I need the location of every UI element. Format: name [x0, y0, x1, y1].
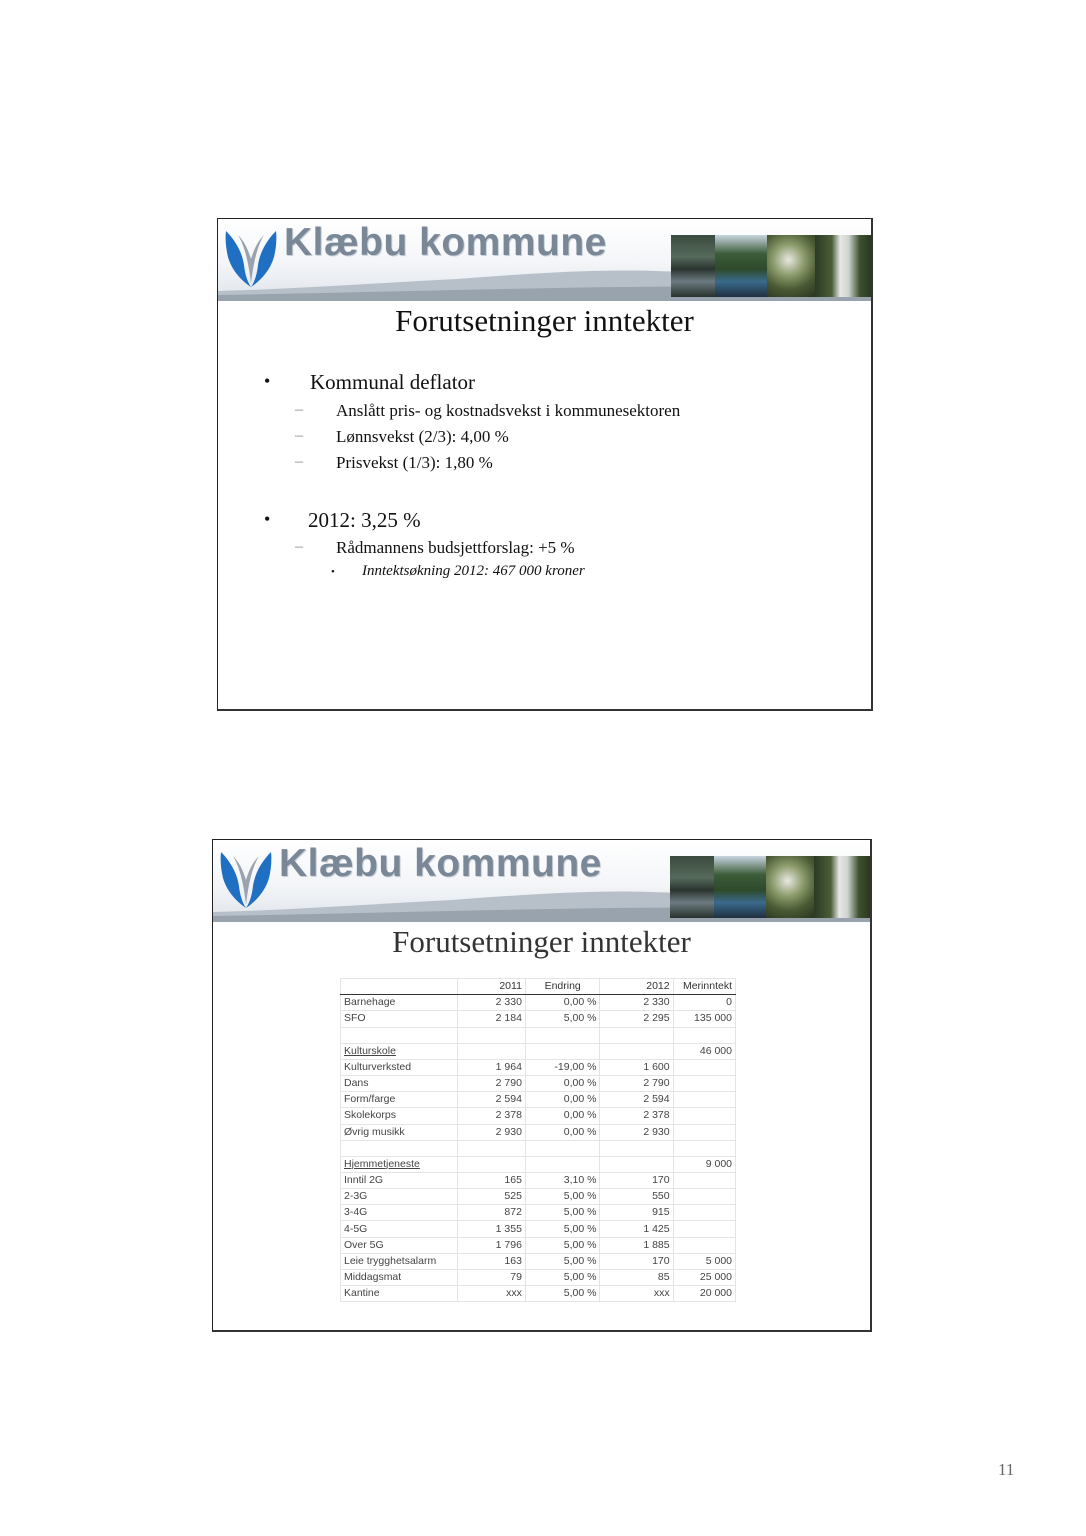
- table-cell: 0,00 %: [525, 1075, 600, 1091]
- slide-1: [217, 218, 873, 711]
- table-cell: 2-3G: [341, 1189, 458, 1205]
- photo-flowers-image: [767, 235, 815, 297]
- photo-lake-image: [715, 235, 767, 297]
- dash-icon: –: [295, 401, 303, 418]
- table-cell: Øvrig musikk: [341, 1124, 458, 1140]
- photo-flowers-image: [766, 856, 814, 918]
- table-cell: 2 184: [458, 1011, 526, 1027]
- photo-church-image: [815, 235, 871, 297]
- table-cell: 5,00 %: [525, 1011, 600, 1027]
- table-cell: Barnehage: [341, 995, 458, 1011]
- table-cell: xxx: [458, 1286, 526, 1302]
- slide-title: Forutsetninger inntekter: [395, 303, 694, 338]
- table-cell: 1 885: [600, 1237, 673, 1253]
- table-cell: [673, 1140, 735, 1156]
- table-row: [341, 1205, 736, 1221]
- table-cell: Kulturverksted: [341, 1059, 458, 1075]
- column-header: 2011: [458, 979, 526, 995]
- table-row: [341, 1027, 736, 1043]
- table-cell: 525: [458, 1189, 526, 1205]
- table-row: [341, 1237, 736, 1253]
- sub-sub-bullet-item: Inntektsøkning 2012: 467 000 kroner: [362, 563, 585, 579]
- table-cell: Kulturskole: [341, 1043, 458, 1059]
- table-cell: 2 378: [458, 1108, 526, 1124]
- table-row: [341, 995, 736, 1011]
- table-cell: 1 964: [458, 1059, 526, 1075]
- table-cell: 25 000: [673, 1270, 735, 1286]
- table-header-row: [341, 979, 736, 995]
- table-cell: 9 000: [673, 1156, 735, 1172]
- table-cell: [673, 1027, 735, 1043]
- photo-bridge-image: [671, 235, 715, 297]
- bullet-item: Kommunal deflator: [310, 370, 476, 394]
- table-cell: [458, 1043, 526, 1059]
- table-cell: [600, 1043, 673, 1059]
- table-cell: 170: [600, 1253, 673, 1269]
- bullet-dot-icon: •: [264, 371, 271, 391]
- table-row: [341, 1286, 736, 1302]
- dash-icon: –: [295, 538, 303, 555]
- table-cell: 0,00 %: [525, 995, 600, 1011]
- table-cell: 135 000: [673, 1011, 735, 1027]
- table-row: [341, 1172, 736, 1188]
- table-cell: [525, 1043, 600, 1059]
- table-cell: 20 000: [673, 1286, 735, 1302]
- table-cell: 1 355: [458, 1221, 526, 1237]
- table-cell: 550: [600, 1189, 673, 1205]
- table-row: [341, 1253, 736, 1269]
- bullet-dot-icon: •: [264, 509, 271, 529]
- bullet-item: 2012: 3,25 %: [308, 508, 421, 532]
- table-cell: [600, 1027, 673, 1043]
- municipality-logo: [219, 846, 273, 910]
- table-cell: 2 790: [458, 1075, 526, 1091]
- table-cell: [525, 1027, 600, 1043]
- table-cell: [673, 1221, 735, 1237]
- table-cell: 2 594: [600, 1092, 673, 1108]
- slide-banner: [218, 219, 871, 301]
- table-cell: Skolekorps: [341, 1108, 458, 1124]
- table-row: [341, 1156, 736, 1172]
- page-number: 11: [998, 1460, 1015, 1479]
- table-row: [341, 1221, 736, 1237]
- table-cell: 2 930: [458, 1124, 526, 1140]
- table-cell: [341, 1027, 458, 1043]
- table-cell: Over 5G: [341, 1237, 458, 1253]
- table-cell: [341, 1140, 458, 1156]
- table-cell: 2 330: [458, 995, 526, 1011]
- sub-bullet-item: Rådmannens budsjettforslag: +5 %: [336, 538, 575, 557]
- table-cell: [673, 1059, 735, 1075]
- table-cell: [673, 1075, 735, 1091]
- dash-icon: –: [295, 453, 303, 470]
- table-cell: 46 000: [673, 1043, 735, 1059]
- table-cell: [673, 1189, 735, 1205]
- column-header: Endring: [525, 979, 600, 995]
- sub-bullet-item: Prisvekst (1/3): 1,80 %: [336, 453, 493, 472]
- table-row: [341, 1043, 736, 1059]
- table-cell: 5,00 %: [525, 1286, 600, 1302]
- table-row: [341, 1140, 736, 1156]
- table-row: [341, 1075, 736, 1091]
- table-cell: 1 796: [458, 1237, 526, 1253]
- table-cell: 5,00 %: [525, 1270, 600, 1286]
- banner-title: Klæbu kommune: [284, 221, 607, 264]
- banner-photos: [670, 856, 870, 918]
- table-row: [341, 1108, 736, 1124]
- table-row: [341, 1270, 736, 1286]
- banner-title: Klæbu kommune: [279, 842, 602, 885]
- table-cell: 5,00 %: [525, 1237, 600, 1253]
- small-bullet-dot-icon: •: [331, 566, 335, 578]
- table-cell: 170: [600, 1172, 673, 1188]
- table-cell: Kantine: [341, 1286, 458, 1302]
- slide-title: Forutsetninger inntekter: [392, 924, 691, 959]
- table-row: [341, 1011, 736, 1027]
- sub-bullet-item: Lønnsvekst (2/3): 4,00 %: [336, 427, 509, 446]
- table-cell: 5,00 %: [525, 1189, 600, 1205]
- table-cell: 5,00 %: [525, 1221, 600, 1237]
- table-cell: 165: [458, 1172, 526, 1188]
- municipality-logo: [224, 225, 278, 289]
- income-table: [340, 978, 736, 1302]
- table-cell: 5,00 %: [525, 1205, 600, 1221]
- table-cell: Hjemmetjeneste: [341, 1156, 458, 1172]
- table-cell: Dans: [341, 1075, 458, 1091]
- table-cell: 85: [600, 1270, 673, 1286]
- dash-icon: –: [295, 427, 303, 444]
- table-cell: [673, 1108, 735, 1124]
- table-cell: 5,00 %: [525, 1253, 600, 1269]
- table-cell: 3-4G: [341, 1205, 458, 1221]
- table-cell: 2 295: [600, 1011, 673, 1027]
- table-cell: 1 600: [600, 1059, 673, 1075]
- table-cell: 2 594: [458, 1092, 526, 1108]
- table-cell: 872: [458, 1205, 526, 1221]
- table-cell: 915: [600, 1205, 673, 1221]
- table-cell: Leie trygghetsalarm: [341, 1253, 458, 1269]
- table-cell: 2 378: [600, 1108, 673, 1124]
- table-row: [341, 1124, 736, 1140]
- table-cell: 0,00 %: [525, 1124, 600, 1140]
- column-header: Merinntekt: [673, 979, 735, 995]
- table-row: [341, 1059, 736, 1075]
- table-cell: [458, 1027, 526, 1043]
- table-row: [341, 1189, 736, 1205]
- table-cell: [673, 1172, 735, 1188]
- table-cell: [673, 1124, 735, 1140]
- table-cell: Middagsmat: [341, 1270, 458, 1286]
- table-cell: [673, 1205, 735, 1221]
- table-cell: [525, 1140, 600, 1156]
- table-cell: 79: [458, 1270, 526, 1286]
- table-cell: SFO: [341, 1011, 458, 1027]
- table-cell: [600, 1156, 673, 1172]
- table-cell: 2 930: [600, 1124, 673, 1140]
- photo-lake-image: [714, 856, 766, 918]
- slide-banner: [213, 840, 870, 922]
- table-cell: 3,10 %: [525, 1172, 600, 1188]
- table-cell: [458, 1140, 526, 1156]
- table-cell: 5 000: [673, 1253, 735, 1269]
- sub-bullet-item: Anslått pris- og kostnadsvekst i kommunesektoren: [336, 401, 681, 420]
- table-cell: 163: [458, 1253, 526, 1269]
- table-cell: [673, 1237, 735, 1253]
- table-cell: 2 790: [600, 1075, 673, 1091]
- table-cell: -19,00 %: [525, 1059, 600, 1075]
- table-row: [341, 1092, 736, 1108]
- photo-church-image: [814, 856, 870, 918]
- table-cell: Inntil 2G: [341, 1172, 458, 1188]
- table-cell: Form/farge: [341, 1092, 458, 1108]
- photo-bridge-image: [670, 856, 714, 918]
- slide-2: [212, 839, 872, 1332]
- table-cell: 0,00 %: [525, 1108, 600, 1124]
- table-cell: [673, 1092, 735, 1108]
- table-cell: [600, 1140, 673, 1156]
- table-cell: 0,00 %: [525, 1092, 600, 1108]
- table-cell: 1 425: [600, 1221, 673, 1237]
- table-cell: 2 330: [600, 995, 673, 1011]
- column-header: 2012: [600, 979, 673, 995]
- table-cell: [525, 1156, 600, 1172]
- table-cell: xxx: [600, 1286, 673, 1302]
- table-cell: [458, 1156, 526, 1172]
- table-cell: 0: [673, 995, 735, 1011]
- table-cell: 4-5G: [341, 1221, 458, 1237]
- column-header: [341, 979, 458, 995]
- banner-photos: [671, 235, 871, 297]
